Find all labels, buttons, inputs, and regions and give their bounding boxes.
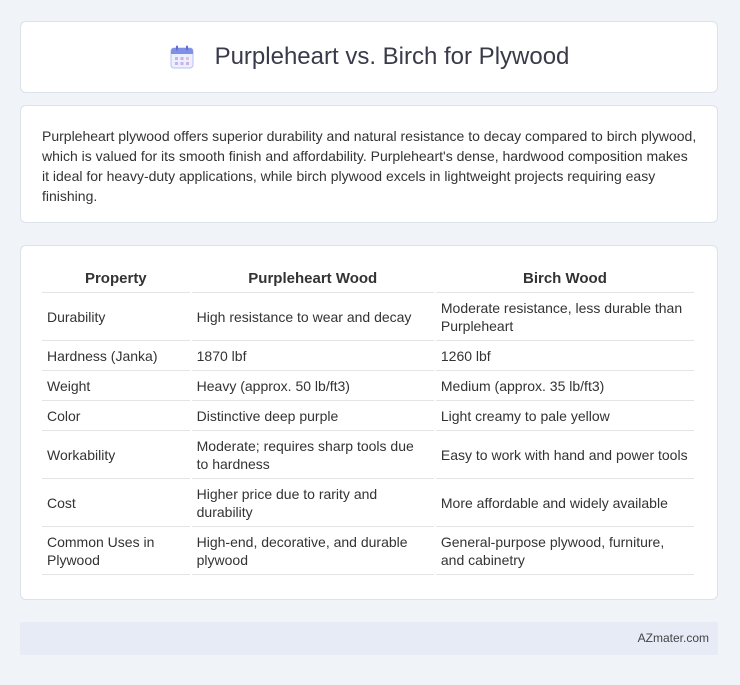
calendar-icon — [169, 44, 195, 70]
comparison-table — [40, 265, 696, 575]
table-row — [42, 293, 694, 341]
row-birch-value: 1260 lbf — [436, 341, 694, 371]
row-purpleheart-value: 1870 lbf — [192, 341, 434, 371]
title-wrap — [169, 43, 570, 71]
row-purpleheart-value: High-end, decorative, and durable plywood — [192, 527, 434, 575]
table-row — [42, 341, 694, 371]
table-row — [42, 401, 694, 431]
table-header-row — [42, 265, 694, 293]
table-row — [42, 371, 694, 401]
row-birch-value: Moderate resistance, less durable than Purpleheart — [436, 293, 694, 341]
table-row — [42, 431, 694, 479]
intro-paragraph: Purpleheart plywood offers superior durability and natural resistance to decay compared to birch plywood, which is valued for its smooth finish and affordability. Purpleheart's dense, hardwood composition makes it ideal for heavy-duty applications, while birch plywood excels in lightweight projects requiring easy finishing. — [42, 128, 697, 204]
row-purpleheart-value: Heavy (approx. 50 lb/ft3) — [192, 371, 434, 401]
header-purpleheart: Purpleheart Wood — [192, 265, 434, 293]
row-property: Common Uses in Plywood — [42, 527, 190, 575]
row-purpleheart-value: Higher price due to rarity and durability — [192, 479, 434, 527]
row-birch-value: General-purpose plywood, furniture, and cabinetry — [436, 527, 694, 575]
footer-brand-link[interactable]: AZmater.com — [637, 631, 709, 645]
row-birch-value: Medium (approx. 35 lb/ft3) — [436, 371, 694, 401]
intro-card — [20, 105, 718, 223]
header-property: Property — [42, 265, 190, 293]
row-birch-value: More affordable and widely available — [436, 479, 694, 527]
page-title: Purpleheart vs. Birch for Plywood — [214, 43, 570, 70]
row-birch-value: Easy to work with hand and power tools — [436, 431, 694, 479]
row-purpleheart-value: Distinctive deep purple — [192, 401, 434, 431]
header-birch: Birch Wood — [436, 265, 694, 293]
row-property: Hardness (Janka) — [42, 341, 190, 371]
row-property: Durability — [42, 293, 190, 341]
row-purpleheart-value: High resistance to wear and decay — [192, 293, 434, 341]
row-property: Weight — [42, 371, 190, 401]
footer-bar — [20, 622, 718, 655]
table-row — [42, 527, 694, 575]
row-birch-value: Light creamy to pale yellow — [436, 401, 694, 431]
row-property: Color — [42, 401, 190, 431]
table-row — [42, 479, 694, 527]
header-card — [20, 21, 718, 93]
comparison-card — [20, 245, 718, 600]
row-purpleheart-value: Moderate; requires sharp tools due to hardness — [192, 431, 434, 479]
row-property: Cost — [42, 479, 190, 527]
row-property: Workability — [42, 431, 190, 479]
